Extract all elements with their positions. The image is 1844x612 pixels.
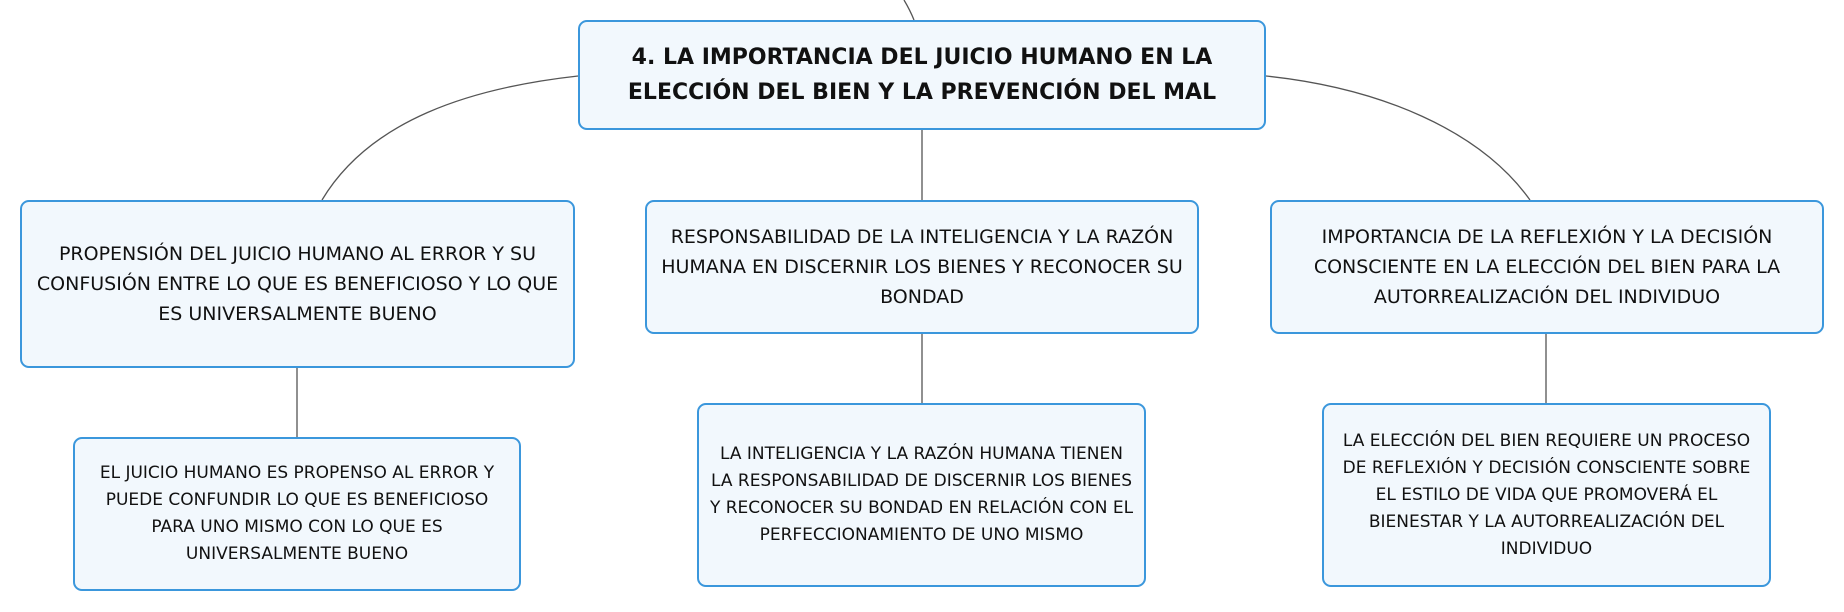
child-node-2-label: LA INTELIGENCIA Y LA RAZÓN HUMANA TIENEN LA RESPONSABILIDAD DE DISCERNIR LOS BIENES Y RECONOCER SU BONDAD EN RELACIÓN CON EL PERFECCIONAMIENTO DE UNO MISMO xyxy=(709,444,1134,545)
branch-node-1-label: PROPENSIÓN DEL JUICIO HUMANO AL ERROR Y SU CONFUSIÓN ENTRE LO QUE ES BENEFICIOSO Y LO QUE ES UNIVERSALMENTE BUENO xyxy=(36,243,559,325)
child-node-2[interactable] xyxy=(697,403,1146,587)
branch-node-2[interactable] xyxy=(645,200,1199,334)
child-node-3-label: LA ELECCIÓN DEL BIEN REQUIERE UN PROCESO DE REFLEXIÓN Y DECISIÓN CONSCIENTE SOBRE EL ESTILO DE VIDA QUE PROMOVERÁ EL BIENESTAR Y LA AUTORREALIZACIÓN DEL INDIVIDUO xyxy=(1342,430,1751,559)
root-node[interactable] xyxy=(578,20,1266,130)
connector-root-branch-3 xyxy=(1266,76,1530,200)
connector-root-branch-1 xyxy=(322,76,578,200)
connector-to-parent xyxy=(904,0,914,20)
child-node-3[interactable] xyxy=(1322,403,1771,587)
child-node-1-label: EL JUICIO HUMANO ES PROPENSO AL ERROR Y PUEDE CONFUNDIR LO QUE ES BENEFICIOSO PARA UNO MISMO CON LO QUE ES UNIVERSALMENTE BUENO xyxy=(99,463,495,564)
branch-node-1[interactable] xyxy=(20,200,575,368)
child-node-1[interactable] xyxy=(73,437,521,591)
branch-node-2-label: RESPONSABILIDAD DE LA INTELIGENCIA Y LA RAZÓN HUMANA EN DISCERNIR LOS BIENES Y RECONOCER SU BONDAD xyxy=(661,226,1183,308)
branch-node-3-label: IMPORTANCIA DE LA REFLEXIÓN Y LA DECISIÓN CONSCIENTE EN LA ELECCIÓN DEL BIEN PARA LA AUTORREALIZACIÓN DEL INDIVIDUO xyxy=(1313,226,1781,308)
root-node-label: 4. LA IMPORTANCIA DEL JUICIO HUMANO EN LA ELECCIÓN DEL BIEN Y LA PREVENCIÓN DEL MAL xyxy=(627,45,1217,105)
branch-node-3[interactable] xyxy=(1270,200,1824,334)
